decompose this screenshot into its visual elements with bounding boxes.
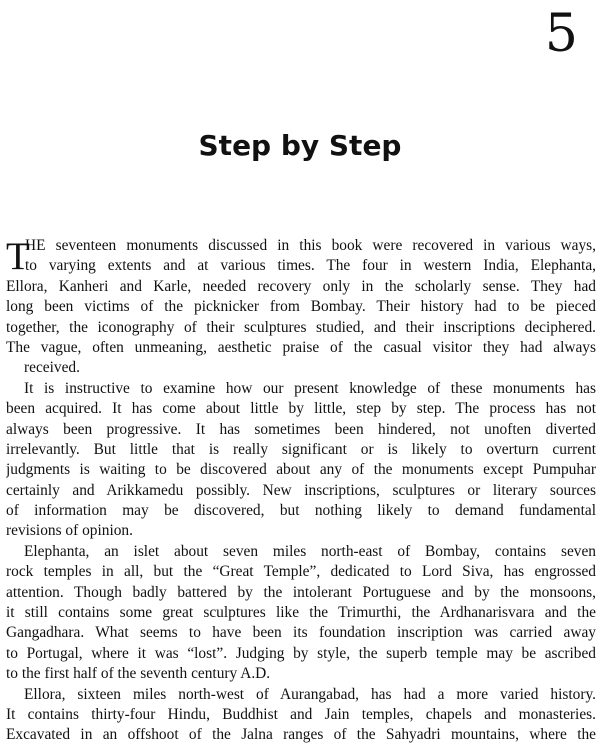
text-line: It is instructive to examine how our present knowledge of these monuments has (24, 379, 596, 397)
paragraph-4 (6, 685, 596, 746)
paragraph-3 (6, 542, 596, 685)
text-line: to the first half of the seventh century A.D. (6, 665, 271, 683)
text-line: Ellora, Kanheri and Karle, needed recovery only in the scholarly sense. They had (6, 277, 596, 295)
text-line: it still contains some great sculptures like the Trimurthi, the Ardhanarisvara and the (6, 604, 596, 622)
text-line: Ellora, sixteen miles north-west of Aurangabad, has had a more varied history. (24, 685, 596, 703)
text-line: Excavated in an offshoot of the Jalna ranges of the Sahyadri mountains, where the (6, 726, 596, 744)
text-line: always been progressive. It has sometimes been hindered, not unoften diverted (6, 420, 596, 438)
text-line: to Portugal, where it was “lost”. Judging by style, the superb temple may be ascribed (6, 644, 596, 662)
text-line: Elephanta, an islet about seven miles north-east of Bombay, contains seven (24, 542, 596, 560)
text-line: received. (24, 359, 80, 377)
text-line: rock temples in all, but the “Great Temple”, dedicated to Lord Siva, has engrossed (6, 563, 596, 581)
chapter-number: 5 (544, 4, 578, 64)
paragraph-1 (6, 236, 596, 379)
text-line: Gangadhara. What seems to have been its foundation inscription was carried away (6, 624, 596, 642)
text-line: together, the iconography of their sculptures studied, and their inscriptions deciphered. (6, 318, 596, 336)
text-line: judgments is waiting to be discovered about any of the monuments except Pumpuhar (6, 461, 596, 479)
text-line: revisions of opinion. (6, 522, 133, 540)
text-line: been acquired. It has come about little by little, step by step. The process has not (6, 400, 596, 418)
text-line: to varying extents and at various times. The four in western India, Elephanta, (25, 257, 596, 275)
drop-cap: T (6, 235, 30, 278)
chapter-title: Step by Step (198, 129, 402, 162)
text-line: long been victims of the picknicker from Bombay. Their history had to be pieced (6, 298, 596, 316)
text-line: certainly and Arikkamedu possibly. New inscriptions, sculptures or literary sources (6, 481, 596, 499)
chapter-body (6, 236, 596, 746)
text-line: It contains thirty-four Hindu, Buddhist and Jain temples, chapels and monasteries. (6, 705, 596, 723)
text-line: The vague, often unmeaning, aesthetic praise of the casual visitor they had always (6, 338, 596, 356)
text-line: HE seventeen monuments discussed in this book were recovered in various ways, (25, 237, 596, 254)
text-line: attention. Though badly battered by the intolerant Portuguese and by the monsoons, (6, 583, 596, 601)
paragraph-2 (6, 379, 596, 542)
text-line: of information may be discovered, but nothing likely to demand fundamental (6, 502, 596, 520)
text-line: irrelevantly. But little that is really significant or is likely to overturn current (6, 440, 596, 458)
